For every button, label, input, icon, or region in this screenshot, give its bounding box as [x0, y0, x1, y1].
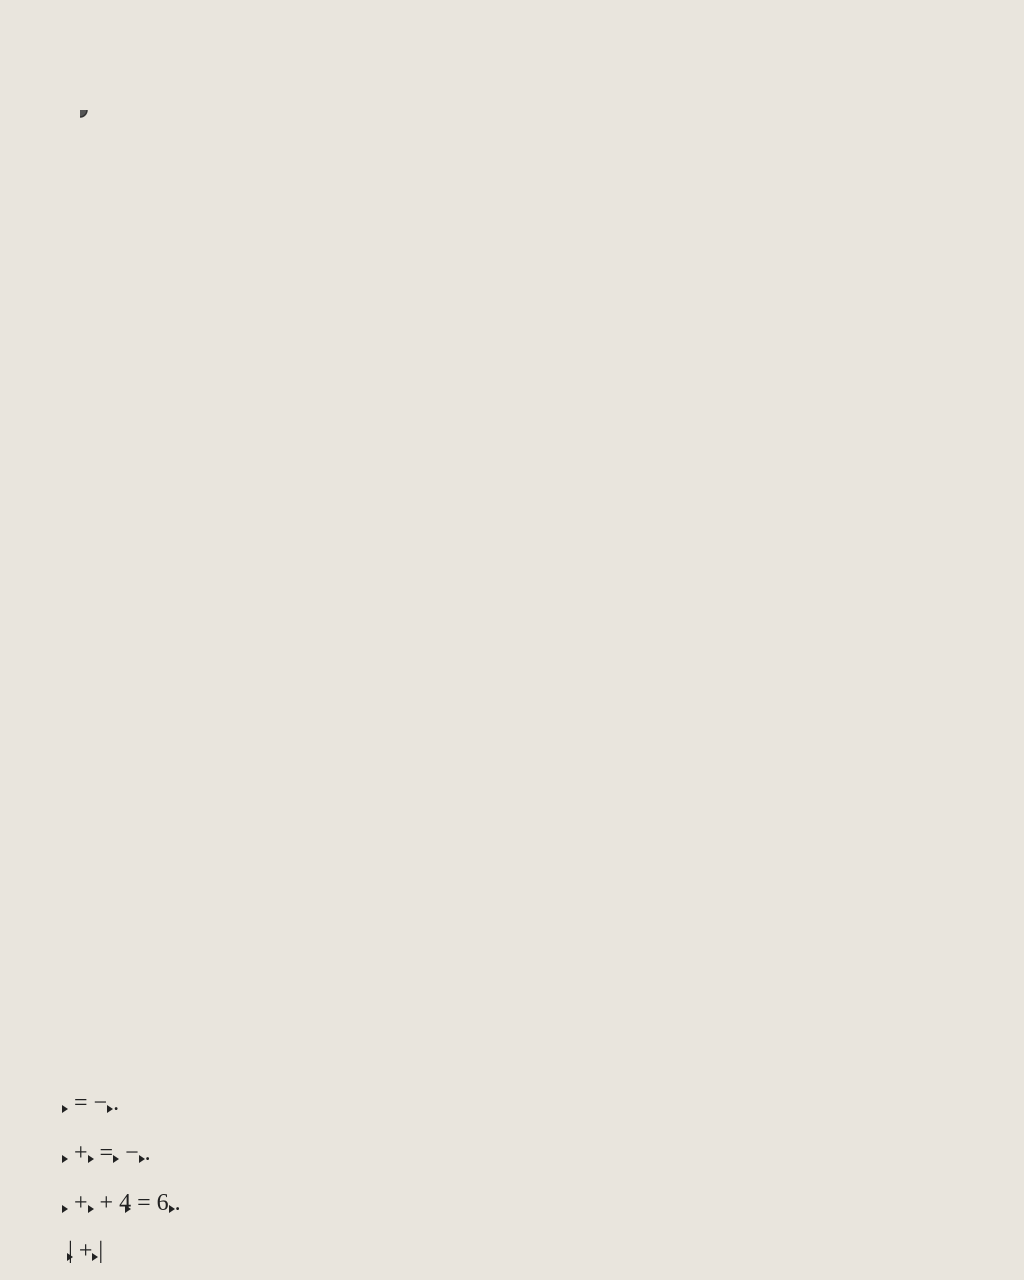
statement-2b: + = − . — [68, 1140, 151, 1166]
statement-2d: | + | — [62, 1238, 104, 1264]
vertex-point — [80, 110, 87, 117]
parabola-graph — [80, 110, 510, 800]
statement-2c: + + 4 = 6 . — [68, 1190, 181, 1216]
statement-2a: = − . — [68, 1090, 120, 1116]
